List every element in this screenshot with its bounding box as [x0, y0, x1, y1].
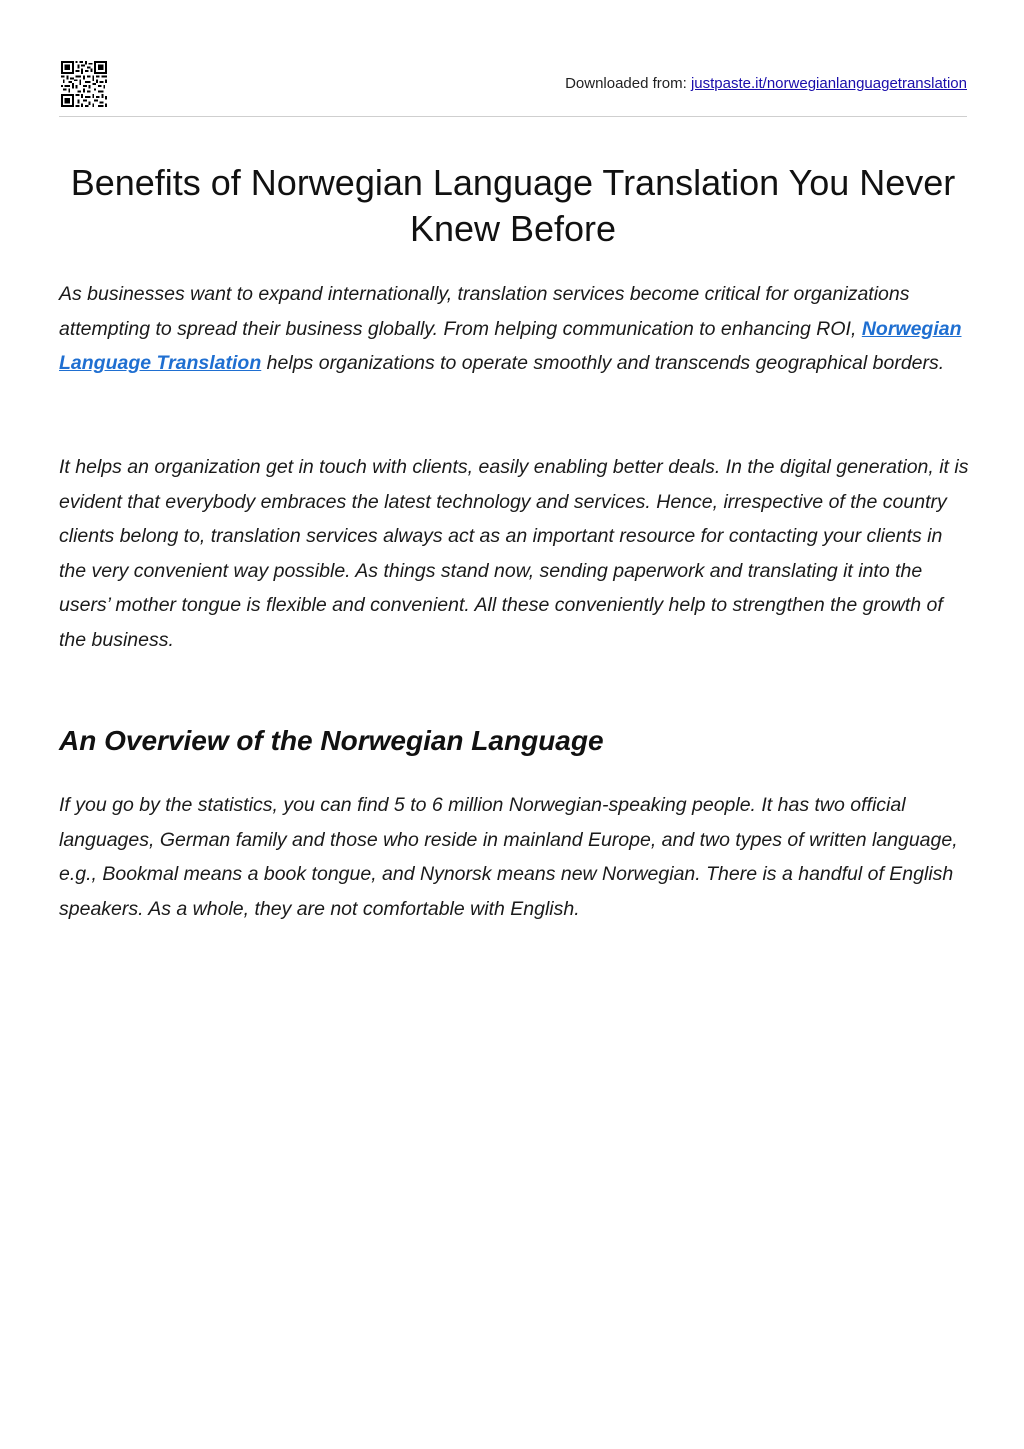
second-paragraph: It helps an organization get in touch with clients, easily enabling better deals. In the digital generation, it is evident that everybody embraces the latest technology and services. Hence, irrespective of the country clients belong to, translation services always act as an important resource for contacting your clients in the very convenient way possible. As things stand now, sending paperwork and translating it into the users’ mother tongue is flexible and convenient. All these conveniently help to strengthen the growth of the business.: [59, 456, 969, 651]
downloaded-from-label: Downloaded from:: [565, 75, 691, 92]
norwegian-translation-link[interactable]: Norwegian Language Translation: [59, 317, 962, 375]
qr-code-icon: [61, 61, 107, 107]
header-divider: [59, 116, 967, 117]
intro-text-after-link: helps organizations to operate smoothly and transcends geographical borders.: [261, 352, 945, 375]
article-title: Benefits of Norwegian Language Translation You Never Knew Before: [70, 162, 956, 249]
intro-paragraph: [59, 277, 969, 381]
intro-text-before-link: As businesses want to expand internationally, translation services become critical for organizations attempting to spread their business globally. From helping communication to enhancing ROI,: [59, 283, 910, 340]
section-heading: An Overview of the Norwegian Language: [59, 725, 604, 756]
source-link[interactable]: justpaste.it/norwegianlanguagetranslation: [690, 75, 967, 92]
overview-paragraph: If you go by the statistics, you can find 5 to 6 million Norwegian-speaking people. It has two official languages, German family and those who reside in mainland Europe, and two types of written language, e.g., Bookmal means a book tongue, and Nynorsk means new Norwegian. There is a handful of English speakers. As a whole, they are not comfortable with English.: [59, 794, 958, 920]
download-source: [565, 75, 967, 92]
